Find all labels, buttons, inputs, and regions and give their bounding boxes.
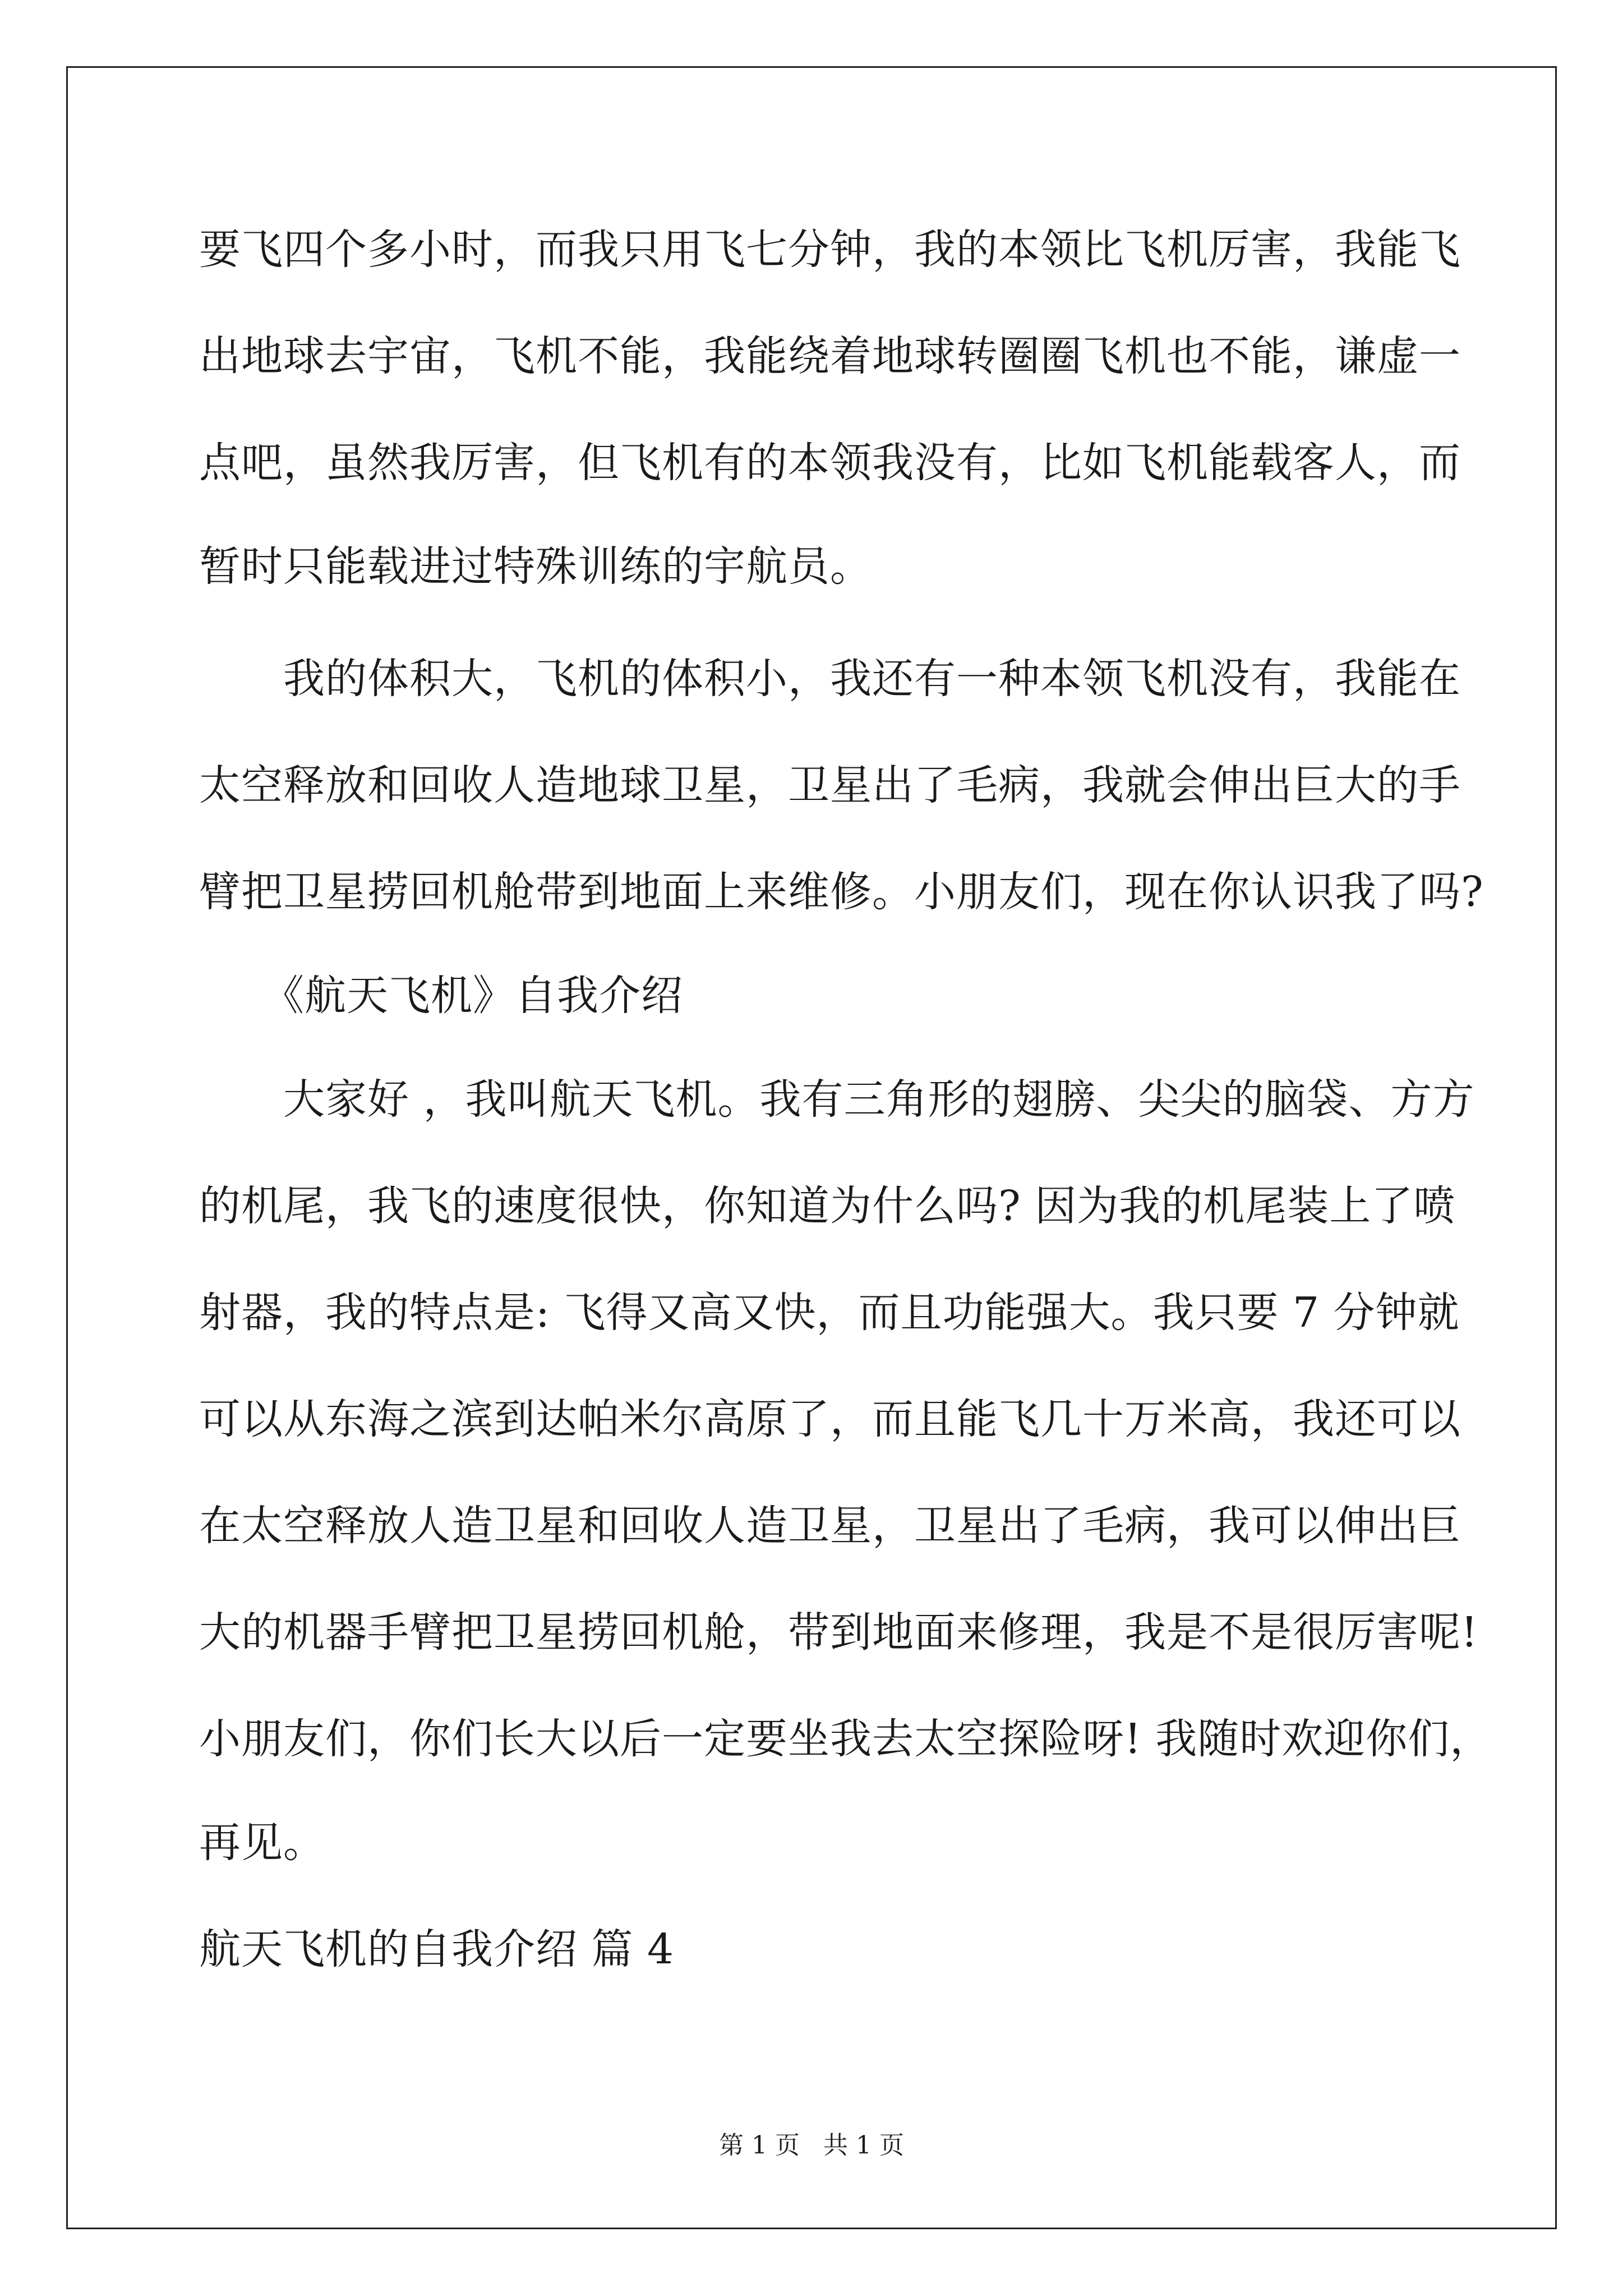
text-line: 大家好 ，我叫航天飞机。我有三角形的翅膀、尖尖的脑袋、方方 [199,1075,1475,1124]
text-line: 在太空释放人造卫星和回收人造卫星，卫星出了毛病，我可以伸出巨 [199,1502,1461,1550]
text-line: 的机尾，我飞的速度很快，你知道为什么吗? 因为我的机尾装上了喷 [199,1182,1456,1230]
text-line: 暂时只能载进过特殊训练的宇航员。 [199,542,872,591]
page-border [66,66,1557,2229]
text-line: 太空释放和回收人造地球卫星，卫星出了毛病，我就会伸出巨大的手 [199,761,1461,809]
section-title: 《航天飞机》自我介绍 [199,972,683,1020]
section-heading: 航天飞机的自我介绍 篇 4 [199,1925,675,1973]
text-line: 射器，我的特点是: 飞得又高又快，而且功能强大。我只要 7 分钟就 [199,1289,1460,1337]
text-line: 小朋友们，你们长大以后一定要坐我去太空探险呀! 我随时欢迎你们， [199,1715,1492,1763]
text-line: 可以从东海之滨到达帕米尔高原了，而且能飞几十万米高，我还可以 [199,1395,1461,1443]
text-line: 臂把卫星捞回机舱带到地面上来维修。小朋友们，现在你认识我了吗? [199,868,1484,916]
text-line: 要飞四个多小时，而我只用飞七分钟，我的本领比飞机厉害，我能飞 [199,226,1461,274]
text-line: 出地球去宇宙，飞机不能，我能绕着地球转圈圈飞机也不能，谦虚一 [199,332,1461,380]
page-number: 第 1 页 共 1 页 [719,2131,904,2160]
text-line: 点吧，虽然我厉害，但飞机有的本领我没有，比如飞机能载客人，而 [199,439,1461,487]
text-line: 再见。 [199,1819,325,1867]
text-line: 大的机器手臂把卫星捞回机舱，带到地面来修理，我是不是很厉害呢! [199,1608,1478,1657]
text-line: 我的体积大，飞机的体积小，我还有一种本领飞机没有，我能在 [199,655,1461,703]
